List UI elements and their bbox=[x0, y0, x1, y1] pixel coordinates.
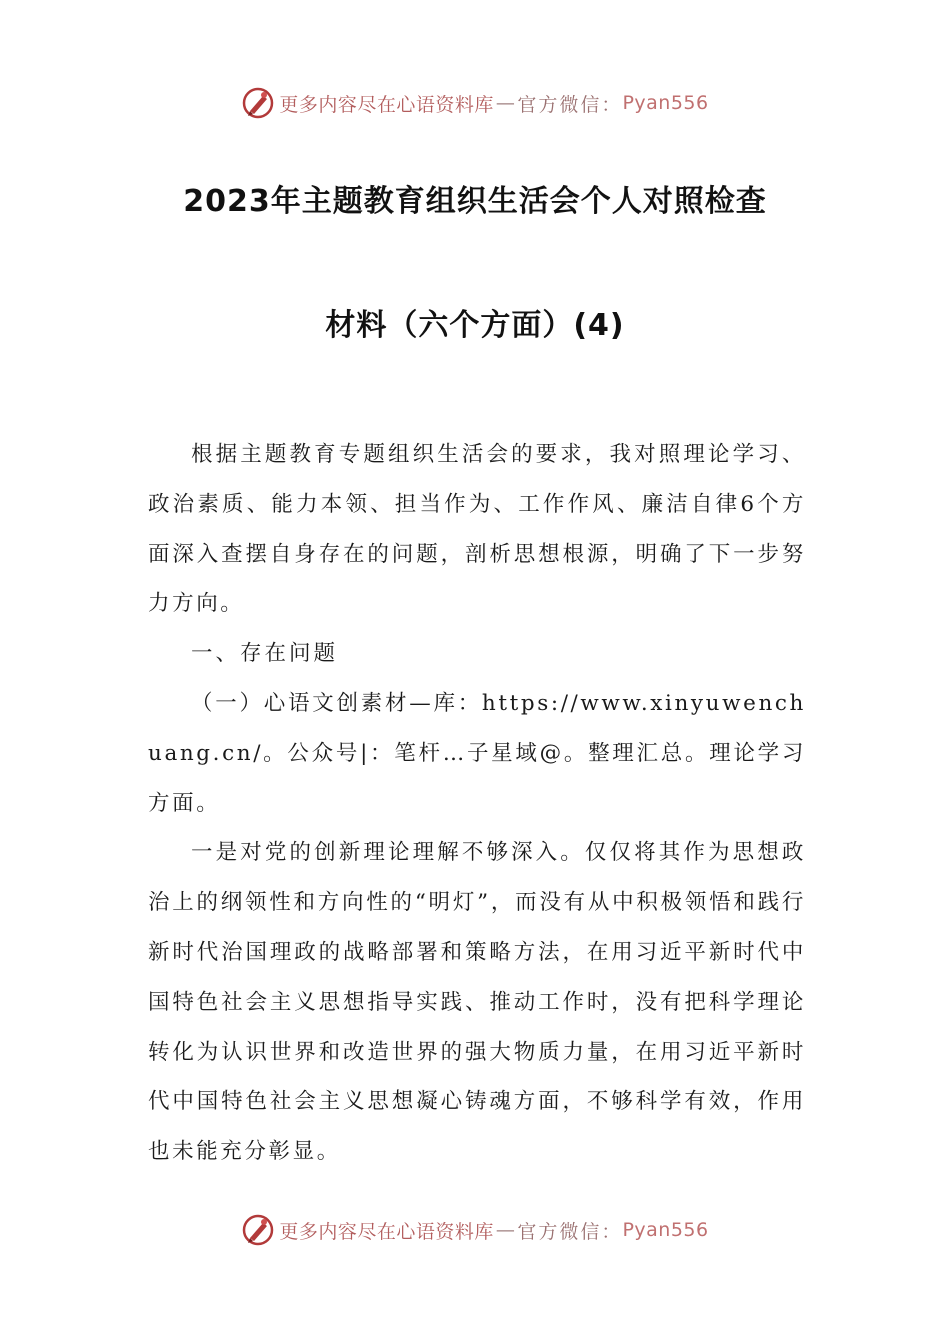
subsection-theory-study: （一）心语文创素材—库：https://www.xinyuwenchuang.cn/。公众号|：笔杆…子星域@。整理汇总。理论学习方面。 bbox=[148, 690, 806, 816]
watermark-wechat-label: 官方微信： bbox=[517, 1220, 623, 1243]
watermark-site-text: 更多内容尽在心语资料库 bbox=[279, 1220, 494, 1243]
paragraph-point-one: 一是对党的创新理论理解不够深入。仅仅将其作为思想政治上的纲领性和方向性的“明灯”，而没有从中积极领悟和践行新时代治国理政的战略部署和策略方法，在用习近平新时代中国特色社会主义思想指导实践、推动工作时，没有把科学理论转化为认识世界和改造世界的强大物质力量，在用习近平新时代中国特色社会主义思想凝心铸魂方面，不够科学有效，作用也未能充分彰显。 bbox=[148, 840, 806, 1165]
document-title-line1: 2023年主题教育组织生活会个人对照检查 bbox=[183, 184, 767, 219]
document-title-line2: 材料（六个方面）(4) bbox=[325, 308, 625, 343]
pen-logo-icon bbox=[241, 1213, 275, 1247]
paragraph-intro: 根据主题教育专题组织生活会的要求，我对照理论学习、政治素质、能力本领、担当作为、工作作风、廉洁自律6个方面深入查摆自身存在的问题，剖析思想根源，明确了下一步努力方向。 bbox=[148, 442, 806, 617]
watermark-separator: — bbox=[495, 92, 516, 114]
section-heading-problems: 一、存在问题 bbox=[191, 641, 339, 667]
document-body bbox=[148, 430, 806, 1177]
watermark-separator: — bbox=[495, 1219, 516, 1241]
watermark-wechat-id: Pyan556 bbox=[622, 92, 709, 114]
watermark-banner-top bbox=[0, 83, 950, 123]
watermark-banner-bottom bbox=[0, 1210, 950, 1250]
pen-logo-icon bbox=[241, 86, 275, 120]
watermark-wechat-label: 官方微信： bbox=[517, 93, 623, 116]
watermark-wechat-id: Pyan556 bbox=[622, 1219, 709, 1241]
watermark-site-text: 更多内容尽在心语资料库 bbox=[279, 93, 494, 116]
